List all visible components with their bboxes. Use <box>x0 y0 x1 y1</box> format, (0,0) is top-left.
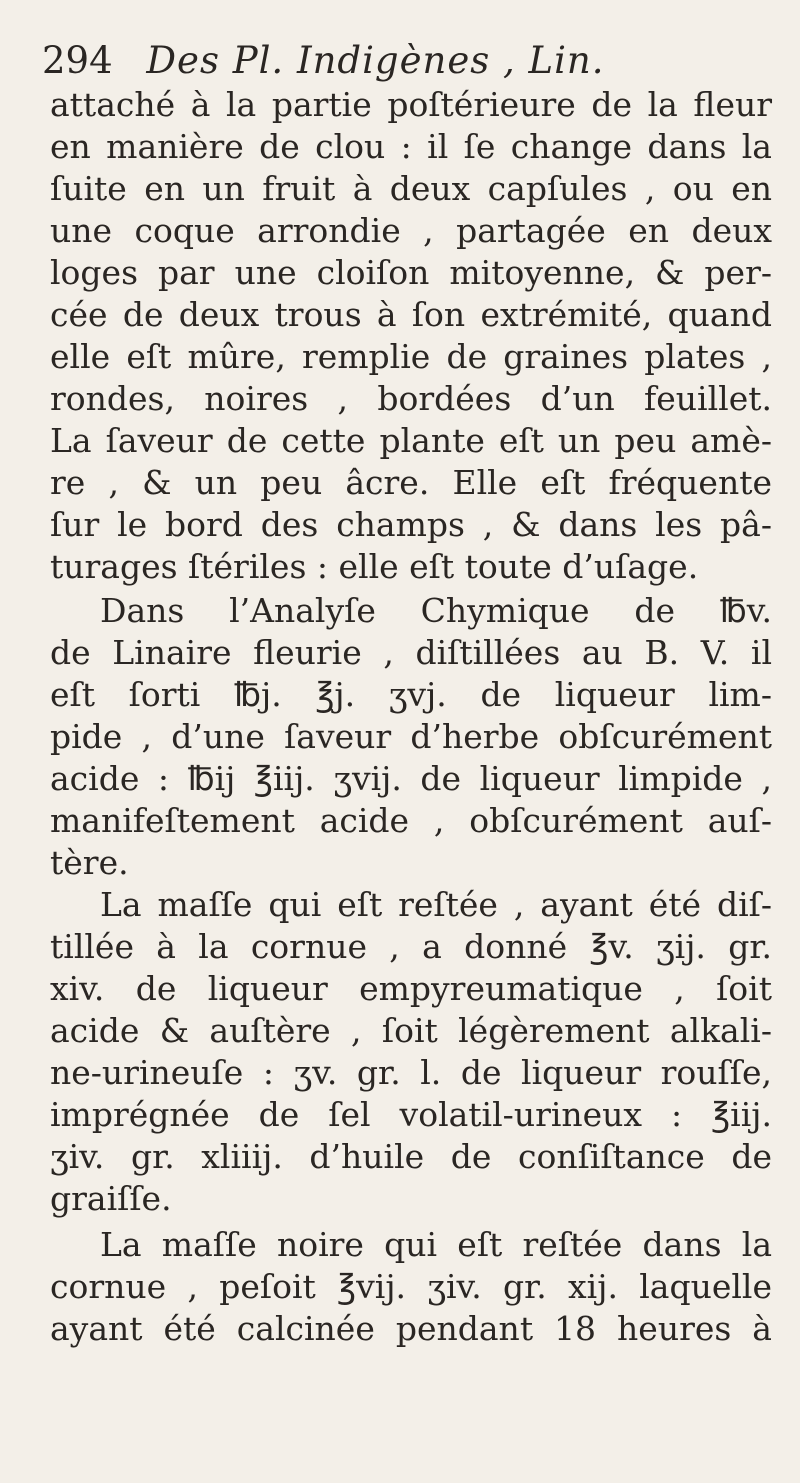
text-line: acide : ℔ij ℥iij. ʒvij. de liqueur limpide , <box>50 759 772 798</box>
text-line: rondes, noires , bordées d’un feuillet. <box>50 379 772 418</box>
text-line: tillée à la cornue , a donné ℥v. ʒij. gr. <box>50 927 772 966</box>
text-line: La ſaveur de cette plante eſt un peu amè- <box>50 421 772 460</box>
text-line: elle eſt mûre, remplie de graines plates , <box>50 337 772 376</box>
text-line: graiſſe. <box>50 1179 172 1218</box>
page-number: 294 <box>42 39 113 82</box>
text-line: eſt ſorti ℔j. ℥j. ʒvj. de liqueur lim- <box>50 675 772 714</box>
running-title: Des Pl. Indigènes , Lin. <box>146 39 605 82</box>
text-line: Dans l’Analyſe Chymique de ℔v. <box>100 591 772 630</box>
text-line: manifeſtement acide , obſcurément auſ- <box>50 801 772 840</box>
text-line: ſuite en un fruit à deux capſules , ou en <box>50 169 772 208</box>
text-line: imprégnée de ſel volatil-urineux : ℥iij. <box>50 1095 772 1134</box>
text-line: ne-urineuſe : ʒv. gr. l. de liqueur rouſſe, <box>50 1053 772 1092</box>
text-line: acide & auſtère , ſoit légèrement alkali- <box>50 1011 772 1050</box>
text-line: loges par une cloiſon mitoyenne, & per- <box>50 253 772 292</box>
text-line: attaché à la partie poſtérieure de la fleur <box>50 85 772 124</box>
text-line: pide , d’une ſaveur d’herbe obſcurément <box>50 717 772 756</box>
text-line: La maſſe qui eſt reſtée , ayant été diſ- <box>100 885 772 924</box>
text-line: en manière de clou : il ſe change dans la <box>50 127 772 166</box>
text-line: tère. <box>50 843 129 882</box>
text-line: xiv. de liqueur empyreumatique , ſoit <box>50 969 772 1008</box>
text-line: une coque arrondie , partagée en deux <box>50 211 772 250</box>
text-line: La maſſe noire qui eſt reſtée dans la <box>100 1225 772 1264</box>
text-line: ʒiv. gr. xliiij. d’huile de conſiſtance de <box>50 1137 772 1176</box>
text-line: cornue , peſoit ℥vij. ʒiv. gr. xij. laquelle <box>50 1267 772 1306</box>
text-line: cée de deux trous à ſon extrémité, quand <box>50 295 772 334</box>
text-line: ſur le bord des champs , & dans les pâ- <box>50 505 772 544</box>
text-line: ayant été calcinée pendant 18 heures à <box>50 1309 772 1348</box>
text-line: re , & un peu âcre. Elle eſt fréquente <box>50 463 772 502</box>
text-line: turages ſtériles : elle eſt toute d’uſage. <box>50 547 699 586</box>
text-line: de Linaire fleurie , diſtillées au B. V. il <box>50 633 772 672</box>
page-header <box>42 38 762 84</box>
